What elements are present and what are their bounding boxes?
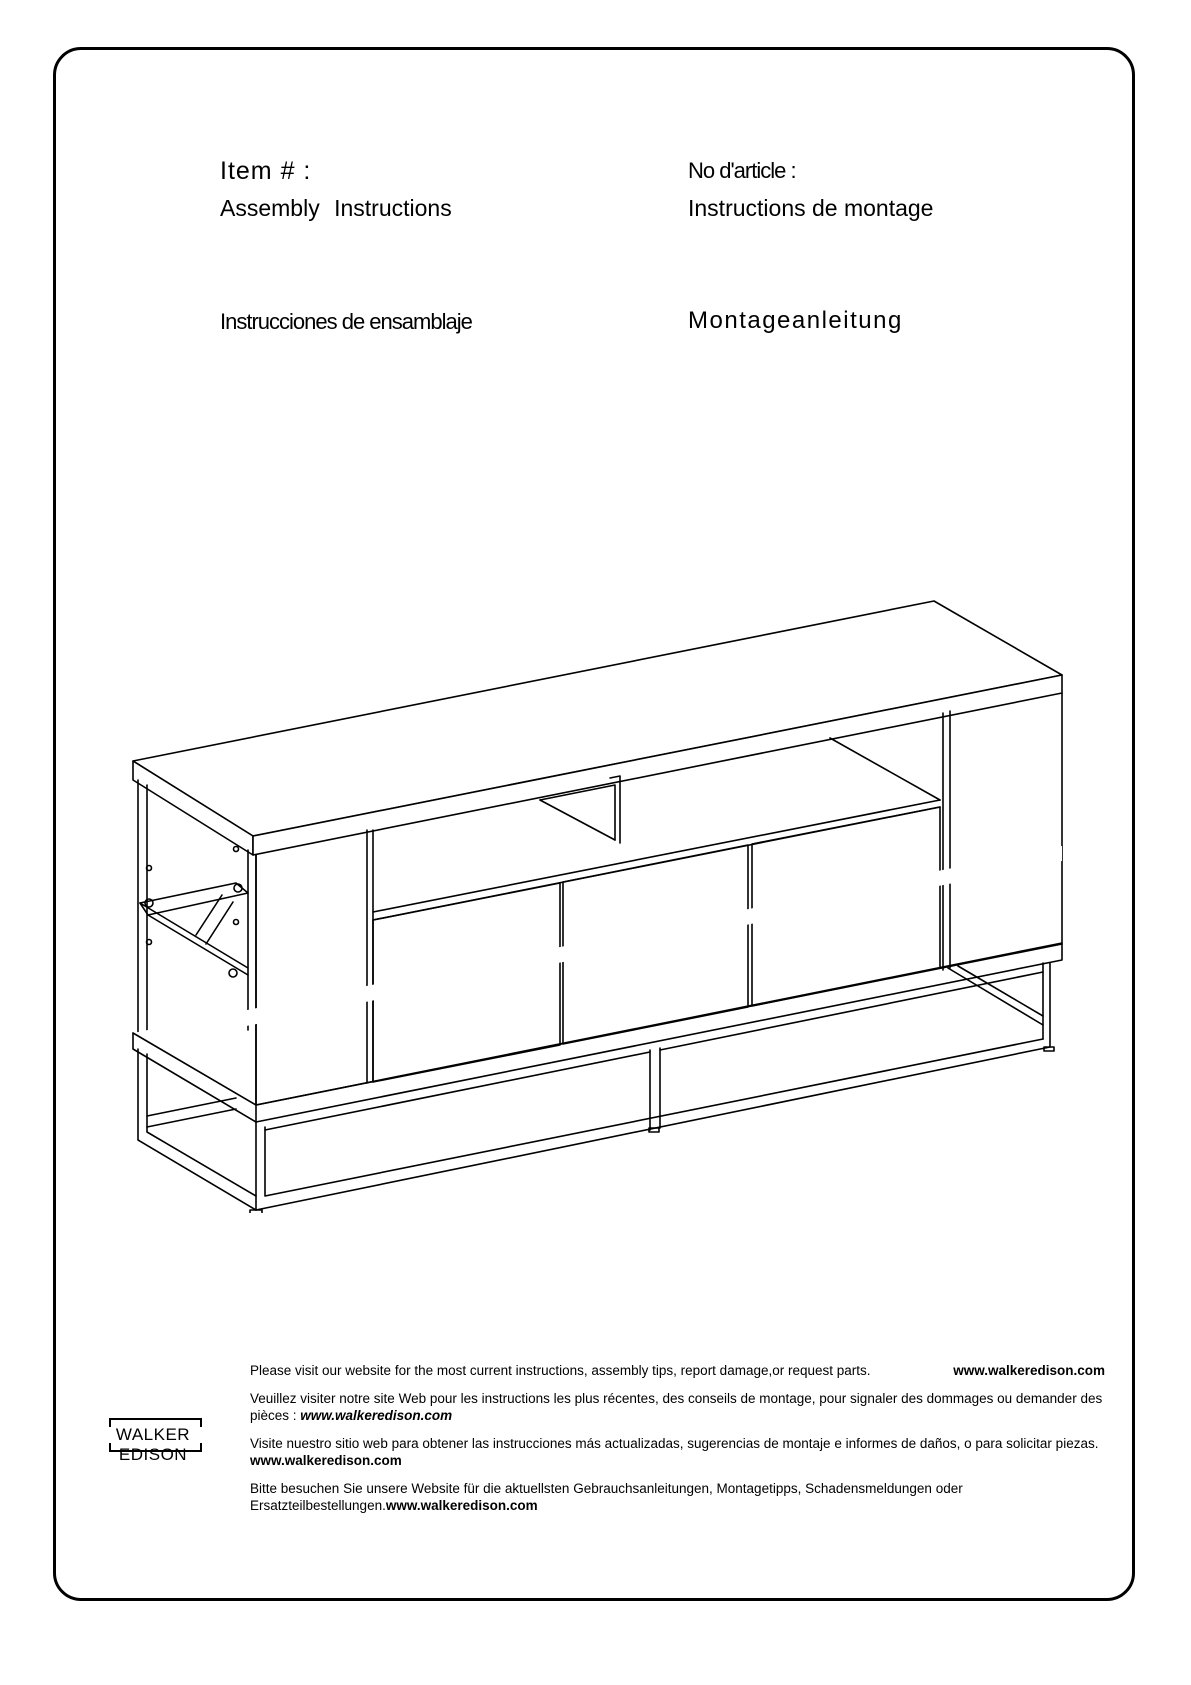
- footer-german-text: Bitte besuchen Sie unsere Website für die aktuellsten Gebrauchsanleitungen, Montagetipps, Schadensmeldungen oder Ersatzteilbestellungen.: [250, 1481, 963, 1513]
- footer-french-text: Veuillez visiter notre site Web pour les instructions les plus récentes, des conseils de montage, pour signaler des dommages ou demander des pièces :: [250, 1391, 1103, 1423]
- footer-english-text: Please visit our website for the most current instructions, assembly tips, report damage,or request parts.: [250, 1363, 871, 1378]
- assembly-instructions-title: Assembly Instructions: [220, 195, 452, 221]
- footer-english-url[interactable]: www.walkeredison.com: [953, 1363, 1105, 1378]
- footer-notice: [250, 1362, 1105, 1525]
- footer-german-url[interactable]: www.walkeredison.com: [385, 1498, 538, 1513]
- no-article-label: No d'article :: [688, 158, 796, 183]
- montageanleitung-title: Montageanleitung: [688, 307, 903, 334]
- footer-spanish: [250, 1435, 1105, 1469]
- instrucciones-de-ensamblaje-title: Instrucciones de ensamblaje: [220, 309, 472, 334]
- instructions-de-montage-title: Instructions de montage: [688, 195, 934, 221]
- footer-spanish-text: Visite nuestro sitio web para obtener las instrucciones más actualizadas, sugerencias de montaje e informes de daños, o para solicitar piezas.: [250, 1436, 1099, 1451]
- logo-brand-text: WALKER EDISON: [115, 1425, 191, 1464]
- footer-french: [250, 1390, 1105, 1424]
- walker-edison-logo: [82, 1418, 224, 1464]
- footer-french-url[interactable]: www.walkeredison.com: [300, 1408, 453, 1423]
- footer-english: [250, 1362, 1105, 1379]
- logo-bottom-bracket: [109, 1443, 202, 1452]
- tv-stand-illustration: [125, 598, 1070, 1213]
- footer-german: [250, 1480, 1105, 1514]
- footer-spanish-url[interactable]: www.walkeredison.com: [250, 1453, 402, 1468]
- item-number-label: Item # :: [220, 157, 312, 185]
